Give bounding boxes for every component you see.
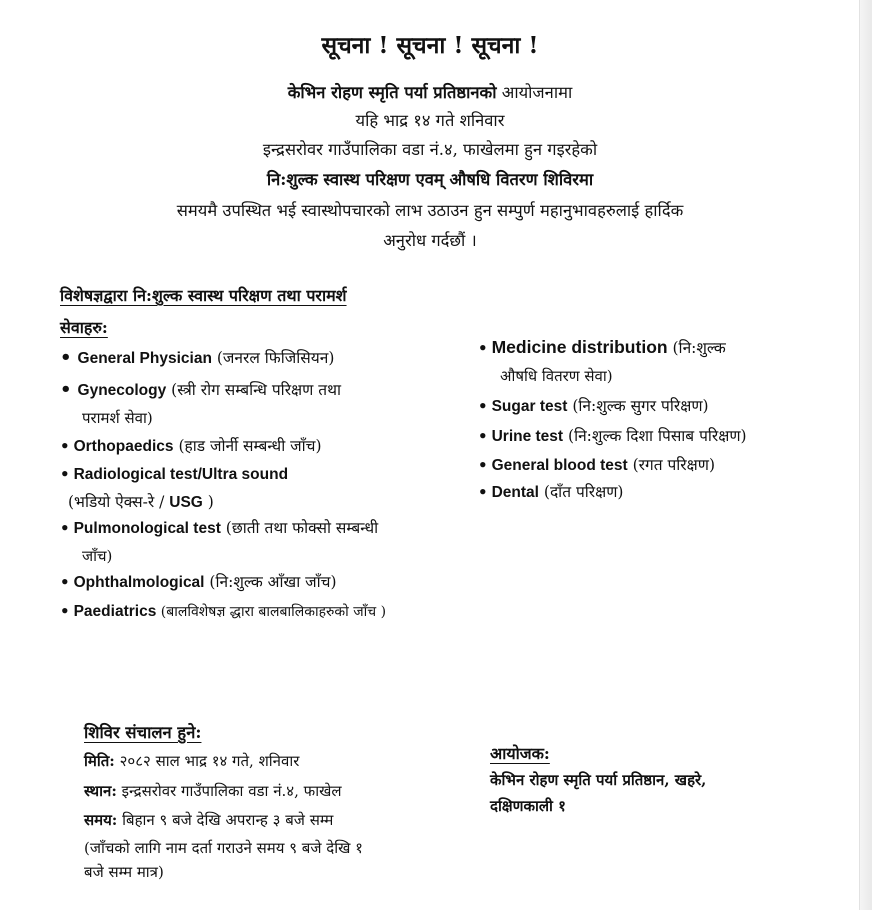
service-desc-continued: जाँच) <box>82 547 113 565</box>
schedule-note-line-2: बजे सम्म मात्र) <box>84 863 164 881</box>
service-name: Sugar test <box>491 398 568 415</box>
service-item <box>60 574 337 591</box>
bullet-icon: • <box>60 347 72 368</box>
service-desc-continued: औषधि वितरण सेवा) <box>500 367 613 385</box>
service-desc: (नि:शुल्क सुगर परिक्षण) <box>567 397 709 415</box>
schedule-time-label: समय: <box>84 811 118 829</box>
service-item <box>60 438 322 455</box>
service-desc: (रगत परिक्षण) <box>627 456 716 474</box>
service-desc-continued: परामर्श सेवा) <box>82 409 153 427</box>
bullet-icon: • <box>60 519 70 537</box>
schedule-note-line-1: (जाँचको लागि नाम दर्ता गराउने समय ९ बजे देखि १ <box>84 839 363 857</box>
service-item <box>60 380 341 400</box>
bullet-icon: • <box>478 456 488 474</box>
service-item <box>60 603 386 620</box>
service-desc-en: USG <box>169 494 203 511</box>
schedule-place-value: इन्द्रसरोवर गाउँपालिका वडा नं.४, फाखेल <box>116 782 342 800</box>
bullet-icon: • <box>60 602 70 620</box>
service-item <box>60 466 288 483</box>
service-desc-end: ) <box>202 493 214 511</box>
request-line-2: अनुरोध गर्दछौं । <box>383 231 477 250</box>
service-desc: (दाँत परिक्षण) <box>538 483 624 501</box>
organizer-heading: आयोजक: <box>490 744 550 763</box>
service-name: Gynecology <box>77 382 167 399</box>
service-item <box>478 338 726 357</box>
organizer-line <box>0 80 860 103</box>
bullet-icon: • <box>60 437 70 455</box>
service-name: Radiological test/Ultra sound <box>73 466 289 483</box>
organizer-line-2: दक्षिणकाली १ <box>490 797 566 815</box>
service-desc: (हाड जोर्नी सम्बन्धी जाँच) <box>173 437 322 455</box>
services-subheading: सेवाहरु: <box>60 318 108 337</box>
service-desc: (नि:शुल्क आँखा जाँच) <box>204 573 337 591</box>
page-edge <box>859 0 872 910</box>
service-item <box>478 484 623 501</box>
camp-title-line: नि:शुल्क स्वास्थ परिक्षण एवम् औषधि वितरण शिविरमा <box>266 170 594 189</box>
service-name: Dental <box>491 484 539 501</box>
organizer-suffix: आयोजनामा <box>496 83 573 102</box>
service-desc: (स्त्री रोग सम्बन्धि परिक्षण तथा <box>166 381 342 399</box>
event-date-line: यहि भाद्र १४ गते शनिवार <box>355 111 505 130</box>
service-desc: (छाती तथा फोक्सो सम्बन्धी <box>220 519 379 537</box>
services-heading: विशेषज्ञद्वारा नि:शुल्क स्वास्थ परिक्षण तथा परामर्श <box>60 286 347 305</box>
service-name: General Physician <box>77 350 212 367</box>
organizer-line-1: केभिन रोहण स्मृति पर्या प्रतिष्ठान, खहरे, <box>490 771 707 789</box>
service-desc: (नि:शुल्क <box>667 339 726 357</box>
service-item <box>478 428 747 445</box>
service-desc: (भडियो ऐक्स-रे / <box>68 493 170 511</box>
notice-title: सूचना ! सूचना ! सूचना ! <box>321 32 539 59</box>
service-item <box>478 457 715 474</box>
event-place-line: इन्द्रसरोवर गाउँपालिका वडा नं.४, फाखेलमा हुन गइरहेको <box>262 140 598 159</box>
service-name: General blood test <box>491 457 628 474</box>
organizer-name: केभिन रोहण स्मृति पर्या प्रतिष्ठानको <box>287 83 497 102</box>
schedule-place-label: स्थान: <box>84 782 117 800</box>
schedule-date-value: २०८२ साल भाद्र १४ गते, शनिवार <box>114 752 300 770</box>
request-line-1: समयमै उपस्थित भई स्वास्थोपचारको लाभ उठाउन हुन सम्पुर्ण महानुभावहरुलाई हार्दिक <box>176 201 684 220</box>
bullet-icon: • <box>60 379 72 400</box>
service-name: Ophthalmological <box>73 574 205 591</box>
schedule-date <box>84 751 299 771</box>
bullet-icon: • <box>478 339 488 357</box>
service-name: Orthopaedics <box>73 438 174 455</box>
service-desc-continued <box>68 494 214 511</box>
schedule-date-label: मिति: <box>84 752 115 770</box>
schedule-time-value: बिहान ९ बजे देखि अपरान्ह ३ बजे सम्म <box>117 811 334 829</box>
schedule-time <box>84 810 333 830</box>
service-desc: (जनरल फिजिसियन) <box>211 349 335 367</box>
schedule-place <box>84 781 342 801</box>
service-item <box>60 348 334 368</box>
bullet-icon: • <box>60 573 70 591</box>
bullet-icon: • <box>60 465 70 483</box>
schedule-heading: शिविर संचालन हुने: <box>84 723 202 742</box>
service-name: Pulmonological test <box>73 520 221 537</box>
service-name: Medicine distribution <box>491 337 668 357</box>
bullet-icon: • <box>478 397 488 415</box>
service-item <box>478 398 709 415</box>
service-desc: (नि:शुल्क दिशा पिसाब परिक्षण) <box>563 427 747 445</box>
bullet-icon: • <box>478 427 488 445</box>
service-name: Paediatrics <box>73 603 157 620</box>
service-desc: (बालविशेषज्ञ द्धारा बालबालिकाहरुको जाँच ) <box>156 604 387 620</box>
bullet-icon: • <box>478 483 488 501</box>
service-name: Urine test <box>491 428 564 445</box>
service-item <box>60 520 378 537</box>
